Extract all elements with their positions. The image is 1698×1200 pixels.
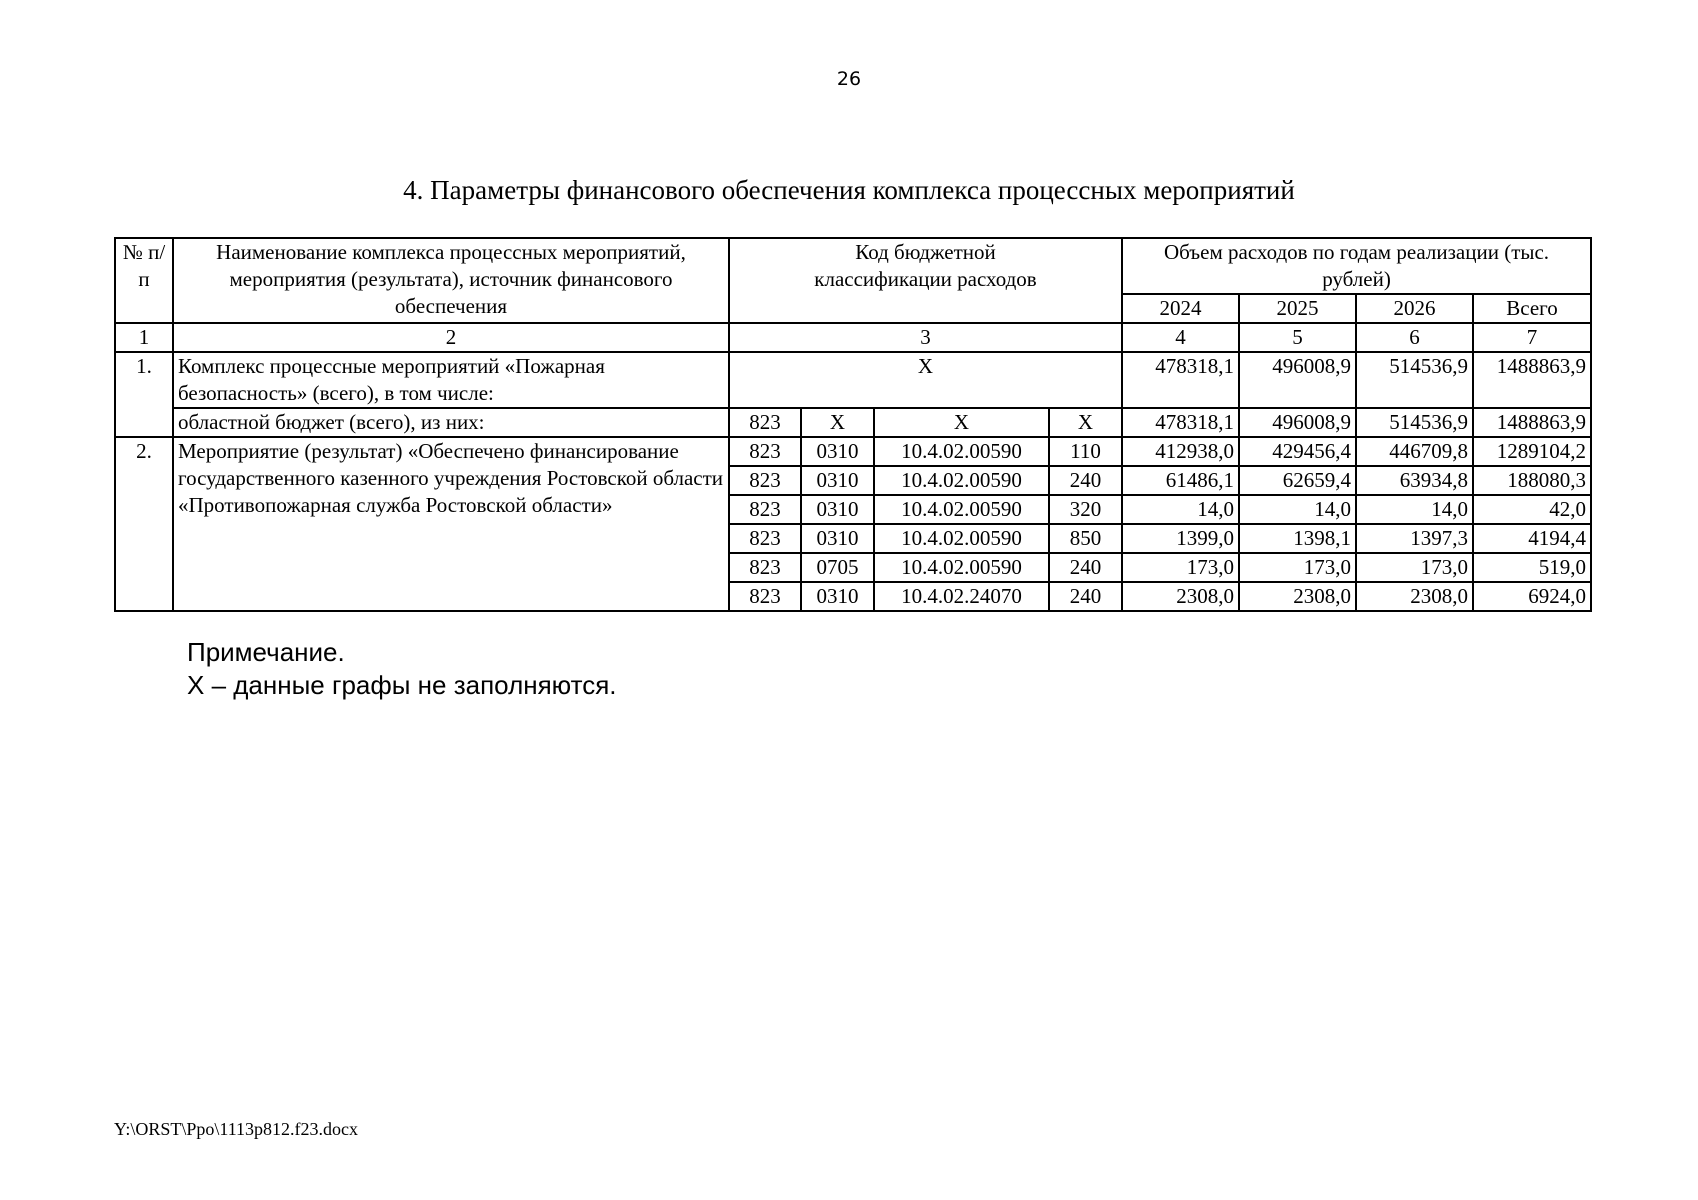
row-name: Мероприятие (результат) «Обеспечено финансирование государственного казенного учреждения Ростовской области «Противопожарная служба Ростовской области»: [173, 437, 729, 611]
header-year: 2025: [1239, 294, 1356, 323]
budget-code-section: 0310: [801, 495, 874, 524]
value-2026: 63934,8: [1356, 466, 1473, 495]
budget-code-target: 10.4.02.00590: [874, 524, 1049, 553]
budget-code-grbs: 823: [729, 437, 801, 466]
value-total: 4194,4: [1473, 524, 1591, 553]
column-number: 4: [1122, 323, 1239, 352]
value-2025: 2308,0: [1239, 582, 1356, 611]
value-total: 188080,3: [1473, 466, 1591, 495]
value-2025: 1398,1: [1239, 524, 1356, 553]
value-total: 6924,0: [1473, 582, 1591, 611]
value-2024: 412938,0: [1122, 437, 1239, 466]
row-number: 2.: [115, 437, 173, 611]
column-numbers-row: [115, 323, 1591, 352]
footer-file-path: Y:\ORST\Ppo\1113p812.f23.docx: [114, 1119, 359, 1139]
value-2024: 61486,1: [1122, 466, 1239, 495]
budget-code-type: 110: [1049, 437, 1122, 466]
value-2026: 173,0: [1356, 553, 1473, 582]
value-total: 519,0: [1473, 553, 1591, 582]
column-number: 3: [729, 323, 1122, 352]
value-2026: 1397,3: [1356, 524, 1473, 553]
header-volume: Объем расходов по годам реализации (тыс. рублей): [1122, 238, 1591, 294]
row-name: Комплекс процессные мероприятий «Пожарная безопасность» (всего), в том числе:: [173, 352, 729, 408]
value-2025: 14,0: [1239, 495, 1356, 524]
note-heading: Примечание.: [187, 637, 345, 667]
value-2026: 14,0: [1356, 495, 1473, 524]
header-year: 2026: [1356, 294, 1473, 323]
value-2026: 446709,8: [1356, 437, 1473, 466]
budget-code-grbs: 823: [729, 553, 801, 582]
note: [187, 636, 617, 702]
value-2025: 496008,9: [1239, 408, 1356, 437]
value-2024: 14,0: [1122, 495, 1239, 524]
budget-code-type: 240: [1049, 553, 1122, 582]
header-year: 2024: [1122, 294, 1239, 323]
budget-code-grbs: 823: [729, 582, 801, 611]
column-number: 5: [1239, 323, 1356, 352]
budget-code-section: 0310: [801, 524, 874, 553]
budget-code-section: 0310: [801, 466, 874, 495]
budget-code-target: X: [874, 408, 1049, 437]
budget-code: X: [729, 352, 1122, 408]
budget-code-target: 10.4.02.00590: [874, 437, 1049, 466]
budget-code-type: 850: [1049, 524, 1122, 553]
table-row: [115, 408, 1591, 437]
budget-code-section: X: [801, 408, 874, 437]
value-2025: 62659,4: [1239, 466, 1356, 495]
page-title: 4. Параметры финансового обеспечения комплекса процессных мероприятий: [403, 175, 1295, 205]
value-2025: 173,0: [1239, 553, 1356, 582]
budget-code-type: 240: [1049, 582, 1122, 611]
table-row: [115, 352, 1591, 408]
value-2024: 2308,0: [1122, 582, 1239, 611]
budget-code-section: 0310: [801, 437, 874, 466]
row-number: 1.: [115, 352, 173, 437]
value-2024: 478318,1: [1122, 408, 1239, 437]
budget-code-type: 240: [1049, 466, 1122, 495]
budget-code-type: X: [1049, 408, 1122, 437]
budget-code-grbs: 823: [729, 466, 801, 495]
header-code: Код бюджетной классификации расходов: [729, 238, 1122, 323]
budget-code-grbs: 823: [729, 408, 801, 437]
header-num: № п/п: [115, 238, 173, 323]
budget-code-section: 0310: [801, 582, 874, 611]
budget-code-grbs: 823: [729, 495, 801, 524]
column-number: 6: [1356, 323, 1473, 352]
page-number: 26: [836, 68, 862, 90]
header-name: Наименование комплекса процессных мероприятий, мероприятия (результата), источник финансового обеспечения: [173, 238, 729, 323]
value-2024: 1399,0: [1122, 524, 1239, 553]
column-number: 2: [173, 323, 729, 352]
budget-code-type: 320: [1049, 495, 1122, 524]
budget-code-section: 0705: [801, 553, 874, 582]
value-total: 1488863,9: [1473, 352, 1591, 408]
budget-code-grbs: 823: [729, 524, 801, 553]
value-2024: 173,0: [1122, 553, 1239, 582]
budget-code-target: 10.4.02.24070: [874, 582, 1049, 611]
budget-code-target: 10.4.02.00590: [874, 495, 1049, 524]
value-2026: 514536,9: [1356, 352, 1473, 408]
value-2025: 496008,9: [1239, 352, 1356, 408]
row-name: областной бюджет (всего), из них:: [173, 408, 729, 437]
financial-parameters-table: [114, 237, 1592, 612]
header-total: Всего: [1473, 294, 1591, 323]
budget-code-target: 10.4.02.00590: [874, 466, 1049, 495]
column-number: 1: [115, 323, 173, 352]
value-2024: 478318,1: [1122, 352, 1239, 408]
value-2025: 429456,4: [1239, 437, 1356, 466]
value-total: 42,0: [1473, 495, 1591, 524]
note-text: Х – данные графы не заполняются.: [187, 670, 617, 700]
column-number: 7: [1473, 323, 1591, 352]
value-total: 1488863,9: [1473, 408, 1591, 437]
budget-code-target: 10.4.02.00590: [874, 553, 1049, 582]
value-2026: 2308,0: [1356, 582, 1473, 611]
value-2026: 514536,9: [1356, 408, 1473, 437]
table-row: [115, 437, 1591, 466]
value-total: 1289104,2: [1473, 437, 1591, 466]
